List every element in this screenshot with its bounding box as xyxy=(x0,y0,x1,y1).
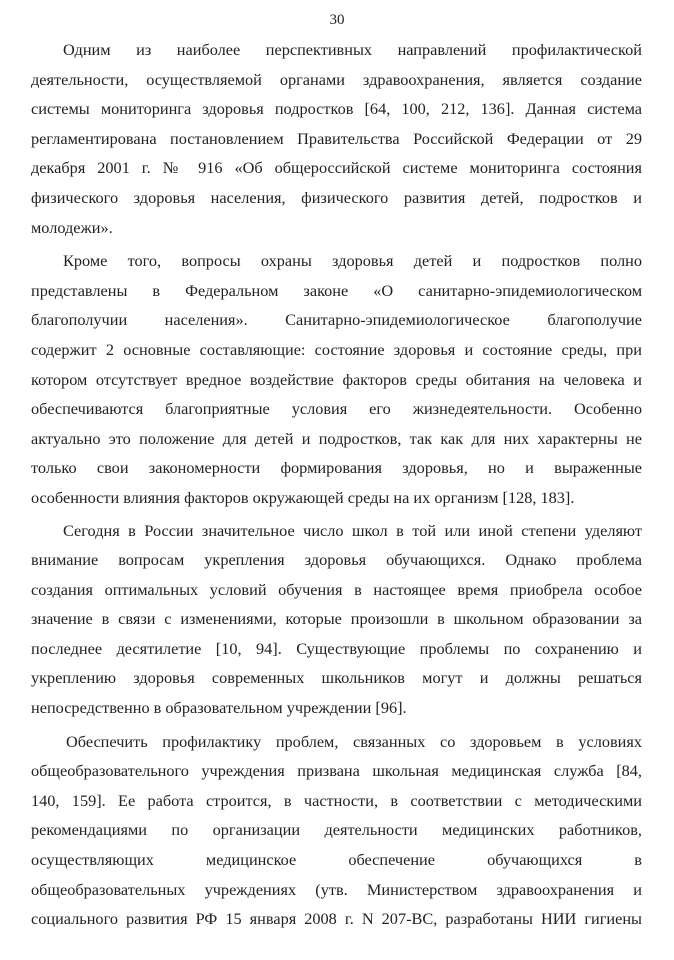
text-line: внимание вопросам укрепления здоровья обучающихся. Однако проблема xyxy=(31,550,642,570)
text-line: актуально это положение для детей и подростков, так как для них характерны не xyxy=(31,428,642,448)
text-line: укреплению здоровья современных школьников могут и должны решаться xyxy=(31,668,642,688)
text-line: создания оптимальных условий обучения в настоящее время приобрела особое xyxy=(31,579,642,599)
text-line: непосредственно в образовательном учреждении [96]. xyxy=(31,698,407,718)
text-line: физического здоровья населения, физического развития детей, подростков и xyxy=(31,187,642,207)
text-line: социального развития РФ 15 января 2008 г. N 207-ВС, разработаны НИИ гигиены xyxy=(31,909,642,929)
text-line: деятельности, осуществляемой органами здравоохранения, является создание xyxy=(31,69,642,89)
paragraph-4 xyxy=(31,727,642,934)
text-line: 140, 159]. Ее работа строится, в частности, в соответствии с методическими xyxy=(31,790,642,810)
text-line: представлены в Федеральном законе «О санитарно-эпидемиологическом xyxy=(31,280,642,300)
paragraph-1 xyxy=(31,35,642,242)
text-line: молодежи». xyxy=(31,217,113,237)
text-line: особенности влияния факторов окружающей среды на их организм [128, 183]. xyxy=(31,487,575,507)
paragraph-3 xyxy=(31,516,642,723)
text-line: общеобразовательного учреждения призвана школьная медицинская служба [84, xyxy=(31,761,642,781)
text-line: Сегодня в России значительное число школ в той или иной степени уделяют xyxy=(63,520,642,540)
text-line: общеобразовательных учреждениях (утв. Министерством здравоохранения и xyxy=(31,879,642,899)
text-line: регламентирована постановлением Правительства Российской Федерации от 29 xyxy=(31,128,642,148)
text-line: системы мониторинга здоровья подростков [64, 100, 212, 136]. Данная система xyxy=(31,99,642,119)
text-line: благополучии населения». Санитарно-эпидемиологическое благополучие xyxy=(31,310,642,330)
text-line: Кроме того, вопросы охраны здоровья детей и подростков полно xyxy=(63,251,642,271)
text-line: декабря 2001 г. № 916 «Об общероссийской системе мониторинга состояния xyxy=(31,158,642,178)
text-line: котором отсутствует вредное воздействие факторов среды обитания на человека и xyxy=(31,369,642,389)
text-line: осуществляющих медицинское обеспечение обучающихся в xyxy=(31,850,642,870)
text-line: последнее десятилетие [10, 94]. Существующие проблемы по сохранению и xyxy=(31,638,642,658)
text-line: Обеспечить профилактику проблем, связанных со здоровьем в условиях xyxy=(66,731,642,751)
text-line: значение в связи с изменениями, которые произошли в школьном образовании за xyxy=(31,609,642,629)
text-line: Одним из наиболее перспективных направлений профилактической xyxy=(63,40,642,59)
text-line: рекомендациями по организации деятельности медицинских работников, xyxy=(31,820,642,840)
paragraph-2 xyxy=(31,246,642,512)
document-body xyxy=(31,35,642,934)
text-line: содержит 2 основные составляющие: состояние здоровья и состояние среды, при xyxy=(31,339,642,359)
page-number: 30 xyxy=(329,12,345,28)
text-line: только свои закономерности формирования здоровья, но и выраженные xyxy=(31,458,642,478)
text-line: обеспечиваются благоприятные условия его жизнедеятельности. Особенно xyxy=(31,399,642,419)
